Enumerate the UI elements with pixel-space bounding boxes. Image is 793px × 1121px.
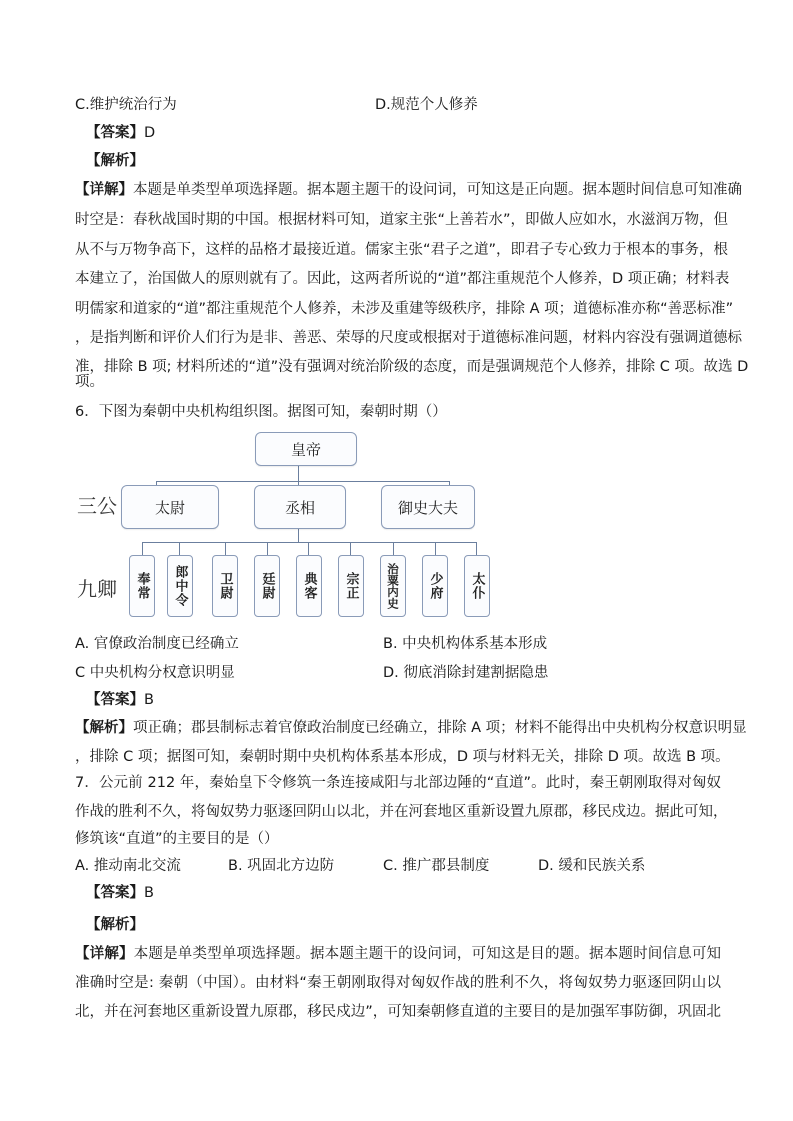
q6-option-c: C 中央机构分权意识明显 <box>75 665 235 681</box>
q6-answer: 【答案】B <box>86 692 154 708</box>
jiuqing-fengchang: 奉常 <box>129 555 155 617</box>
jiuqing-zongzheng: 宗正 <box>338 555 364 617</box>
sangong-yushidafu: 御史大夫 <box>381 485 475 529</box>
q7-stem-line-3: 修筑该“直道”的主要目的是（） <box>75 831 279 847</box>
q5-detail-line-4: 本建立了，治国做人的原则就有了。因此，这两者所说的“道”都注重规范个人修养，D 项正确；材料表 <box>75 271 730 287</box>
sangong-chengxiang: 丞相 <box>254 485 346 529</box>
q7-answer: 【答案】B <box>86 885 154 901</box>
q6-analysis-line-2: ，排除 C 项；据图可知，秦朝时期中央机构体系基本形成，D 项与材料无关，排除 D 项。故选 B 项。 <box>75 749 730 765</box>
answer-label: 【答案】 <box>86 125 144 141</box>
sangong-taiwei: 太尉 <box>121 485 219 529</box>
q5-option-c: C.维护统治行为 <box>75 97 177 113</box>
q7-analysis-label: 【解析】 <box>86 917 144 933</box>
row-label-jiuqing: 九卿 <box>77 577 117 601</box>
q5-answer <box>86 123 155 143</box>
q5-option-d: D.规范个人修养 <box>375 97 478 113</box>
q7-detail-line-2: 准确时空是: 秦朝（中国）。由材料“秦王朝刚取得对匈奴作战的胜利不久，将匈奴势力驱逐回阴山以 <box>75 975 721 991</box>
q5-detail-line-7: 准，排除 B 项; 材料所述的“道”没有强调对统治阶级的态度，而是强调规范个人修养，排除 C 项。故选 D <box>75 359 749 375</box>
q7-stem-line-2: 作战的胜利不久，将匈奴势力驱逐回阴山以北，并在河套地区重新设置九原郡，移民戍边。据此可知， <box>75 804 728 820</box>
q5-detail-line-6: ，是指判断和评价人们行为是非、善恶、荣辱的尺度或根据对于道德标准问题，材料内容没有强调道德标 <box>75 330 742 346</box>
jiuqing-zhisuneishi: 治粟内史 <box>380 555 406 617</box>
jiuqing-taipu: 太仆 <box>464 555 490 617</box>
qin-central-org-chart <box>75 428 515 628</box>
emperor-box: 皇帝 <box>255 432 357 466</box>
connector-emperor <box>298 466 299 481</box>
q5-detail-line-2: 时空是：春秋战国时期的中国。根据材料可知，道家主张“上善若水”，即做人应如水，水滋润万物，但 <box>75 212 729 228</box>
q6-analysis-line-1: 【解析】项正确；郡县制标志着官僚政治制度已经确立，排除 A 项；材料不能得出中央机构分权意识明显 <box>75 720 747 736</box>
q5-detail-line-3: 从不与万物争高下，这样的品格才最接近道。儒家主张“君子之道”，即君子专心致力于根本的事务，根 <box>75 242 729 258</box>
q7-detail-line-1: 【详解】本题是单类型单项选择题。据本题主题干的设问词，可知这是目的题。据本题时间信息可知 <box>75 946 722 962</box>
jiuqing-dianke: 典客 <box>296 555 322 617</box>
q7-option-c: C. 推广郡县制度 <box>383 858 490 874</box>
q7-option-a: A. 推动南北交流 <box>75 858 181 874</box>
jiuqing-langzhongling: 郎中令 <box>167 555 193 617</box>
q6-stem: 6．下图为秦朝中央机构组织图。据图可知，秦朝时期（） <box>75 404 447 420</box>
jiuqing-shaofu: 少府 <box>422 555 448 617</box>
q5-detail-line-8: 项。 <box>75 374 104 390</box>
q5-detail-line-1: 【详解】本题是单类型单项选择题。据本题主题干的设问词，可知这是正向题。据本题时间信息可知准确 <box>75 182 742 198</box>
q6-option-d: D. 彻底消除封建割据隐患 <box>383 665 549 681</box>
q5-detail-line-5: 明儒家和道家的“道”都注重规范个人修养，未涉及重建等级秩序，排除 A 项；道德标准亦称“善恶标准” <box>75 301 734 317</box>
connector-sangong <box>156 481 449 482</box>
row-label-sangong: 三公 <box>77 494 117 518</box>
q7-stem-line-1: 7．公元前 212 年，秦始皇下令修筑一条连接咸阳与北部边陲的“直道”。此时，秦王朝刚取得对匈奴 <box>75 775 721 791</box>
q7-option-d: D. 缓和民族关系 <box>538 858 646 874</box>
answer-value: D <box>144 125 156 141</box>
q7-option-b: B. 巩固北方边防 <box>228 858 335 874</box>
connector-chancellor <box>298 528 299 542</box>
q6-option-a: A. 官僚政治制度已经确立 <box>75 636 239 652</box>
connector-jiuqing <box>142 542 476 543</box>
jiuqing-weiwei: 卫尉 <box>212 555 238 617</box>
q6-option-b: B. 中央机构体系基本形成 <box>383 636 548 652</box>
q5-analysis-label: 【解析】 <box>86 153 144 169</box>
q7-detail-line-3: 北，并在河套地区重新设置九原郡，移民戍边”，可知秦朝修直道的主要目的是加强军事防御，巩固北 <box>75 1004 721 1020</box>
jiuqing-tingwei: 廷尉 <box>254 555 280 617</box>
